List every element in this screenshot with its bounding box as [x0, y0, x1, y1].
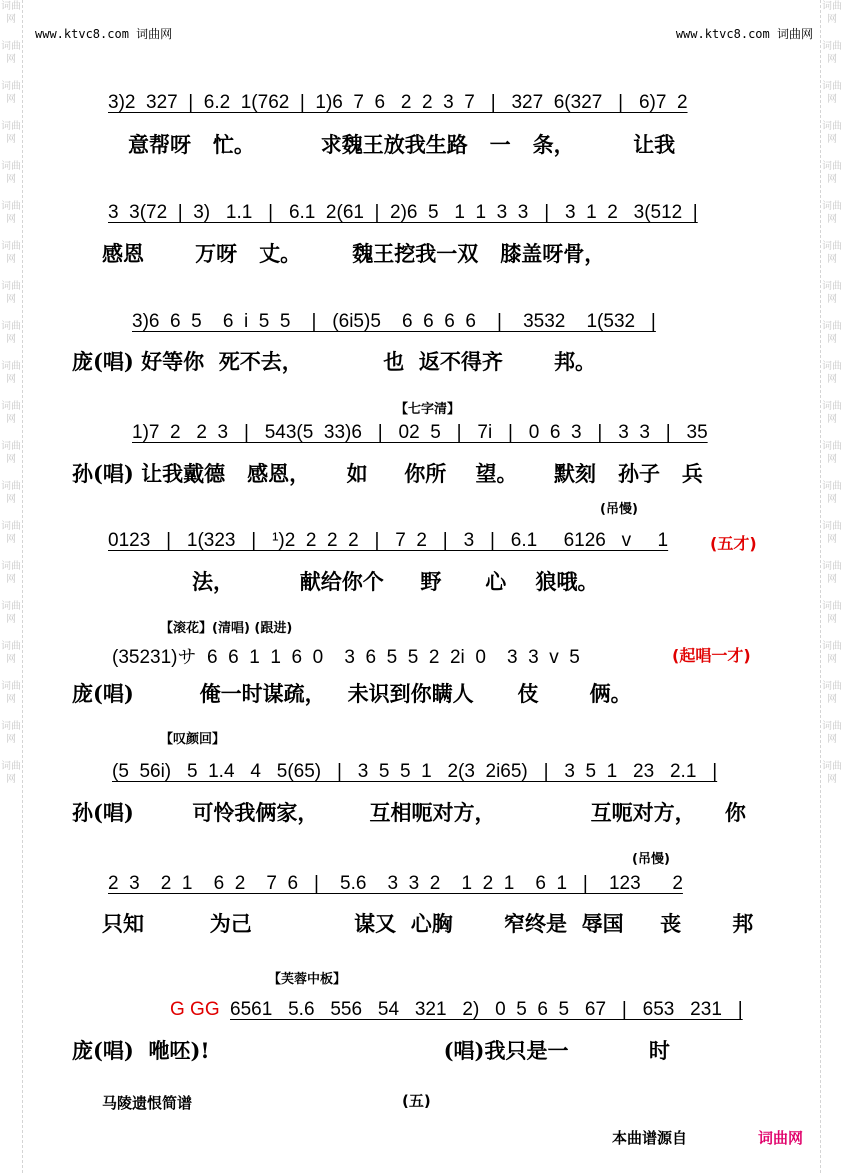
notation-line: 3)6 6 5 6 i 5 5 | (6i5)5 6 6 6 6 | 3532 1(532 | — [132, 311, 656, 332]
watermark-text: 词曲网 — [1, 441, 21, 465]
watermark-text: 词曲网 — [822, 41, 842, 65]
lyric-line: 孙(唱) 可怜我俩家， 互相呃对方， 互呃对方， 你 — [72, 800, 746, 825]
watermark-text: 词曲网 — [822, 281, 842, 305]
notation-line: 3 3(72 | 3) 1.1 | 6.1 2(61 | 2)6 5 1 1 3 3 | 3 1 2 3(512 | — [108, 202, 698, 223]
watermark-text: 词曲网 — [1, 161, 21, 185]
watermark-text: 词曲网 — [822, 201, 842, 225]
watermark-text: 词曲网 — [1, 521, 21, 545]
section-tag: 【七字清】 — [395, 402, 461, 417]
site-url: www.ktvc8.com — [35, 27, 129, 41]
watermark-text: 词曲网 — [1, 201, 21, 225]
watermark-text: 词曲网 — [1, 241, 21, 265]
watermark-text: 词曲网 — [822, 121, 842, 145]
watermark-text: 词曲网 — [822, 321, 842, 345]
notation-line: 1)7 2 2 3 | 543(5 33)6 | 02 5 | 7i | 0 6 3 | 3 3 | 35 — [132, 422, 708, 443]
watermark-text: 词曲网 — [1, 641, 21, 665]
lyric-line: 庞(唱) 好等你 死不去， 也 返不得齐 邦。 — [72, 349, 597, 374]
watermark-text: 词曲网 — [822, 161, 842, 185]
header-left-link[interactable] — [35, 25, 172, 42]
watermark-text: 词曲网 — [1, 81, 21, 105]
watermark-text: 词曲网 — [822, 601, 842, 625]
notation-line: (35231)サ 6 6 1 1 6 0 3 6 5 5 2 2i 0 3 3 v 5 — [112, 647, 580, 668]
notation-line: 6561 5.6 556 54 321 2) 0 5 6 5 67 | 653 231 | — [230, 999, 743, 1020]
accompaniment-cue: G GG — [170, 999, 220, 1020]
watermark-text: 词曲网 — [1, 1, 21, 25]
lyric-line: 只知 为己 谋又 心胸 窄终是 辱国 丧 邦 — [102, 911, 754, 936]
watermark-text: 词曲网 — [822, 761, 842, 785]
watermark-text: 词曲网 — [1, 401, 21, 425]
watermark-text: 词曲网 — [822, 1, 842, 25]
source-label: 本曲谱源自 — [612, 1129, 688, 1147]
right-watermark-strip — [820, 0, 843, 1173]
site-name: 词曲网 — [776, 27, 813, 41]
section-tag: 【叹颜回】 — [160, 732, 226, 747]
watermark-text: 词曲网 — [822, 721, 842, 745]
watermark-text: 词曲网 — [822, 361, 842, 385]
watermark-text: 词曲网 — [822, 641, 842, 665]
notation-line: 3)2 327 | 6.2 1(762 | 1)6 7 6 2 2 3 7 | 327 6(327 | 6)7 2 — [108, 92, 688, 113]
watermark-text: 词曲网 — [822, 81, 842, 105]
watermark-text: 词曲网 — [1, 41, 21, 65]
notation-line: 0123 | 1(323 | ¹)2 2 2 2 | 7 2 | 3 | 6.1 6126 v 1 — [108, 530, 669, 551]
watermark-text: 词曲网 — [1, 121, 21, 145]
lyric-line: 孙(唱) 让我戴德 感恩， 如 你所 望。 默刻 孙子 兵 — [72, 461, 703, 486]
lyric-line: 庞(唱) 咃呸)! (唱)我只是一 时 — [72, 1038, 670, 1063]
watermark-text: 词曲网 — [1, 761, 21, 785]
watermark-text: 词曲网 — [822, 681, 842, 705]
source-link[interactable]: 词曲网 — [758, 1129, 804, 1147]
watermark-text: 词曲网 — [1, 481, 21, 505]
header-right-link[interactable] — [676, 25, 813, 42]
watermark-text: 词曲网 — [822, 521, 842, 545]
watermark-text: 词曲网 — [1, 361, 21, 385]
left-watermark-strip — [0, 0, 23, 1173]
lyric-line: 感恩 万呀 丈。 魏王挖我一双 膝盖呀骨， — [102, 241, 606, 266]
site-url: www.ktvc8.com — [675, 27, 770, 41]
lyric-line: 法， 献给你个 野 心 狼哦。 — [192, 569, 599, 594]
site-name: 词曲网 — [136, 27, 173, 41]
watermark-text: 词曲网 — [1, 601, 21, 625]
watermark-text: 词曲网 — [822, 561, 842, 585]
watermark-text: 词曲网 — [822, 241, 842, 265]
tempo-tag: (吊慢) — [600, 502, 638, 517]
lyric-line: 意帮呀 忙。 求魏王放我生路 一 条， 让我 — [128, 132, 676, 157]
watermark-text: 词曲网 — [1, 281, 21, 305]
notation-line: 2 3 2 1 6 2 7 6 | 5.6 3 3 2 1 2 1 6 1 | 123 2 — [108, 873, 683, 894]
watermark-text: 词曲网 — [1, 561, 21, 585]
score-title: 马陵遗恨简谱 — [102, 1094, 193, 1112]
watermark-text: 词曲网 — [1, 681, 21, 705]
section-tag: 【滚花】(清唱) (跟进) — [160, 621, 293, 636]
notation-line: (5 56i) 5 1.4 4 5(65) | 3 5 5 1 2(3 2i65) | 3 5 1 23 2.1 | — [112, 761, 718, 782]
part-number: (五) — [402, 1092, 431, 1110]
watermark-text: 词曲网 — [822, 401, 842, 425]
lyric-line: 庞(唱) 俺一时谋疏， 未识到你瞒人 伎 俩。 — [72, 681, 632, 706]
watermark-text: 词曲网 — [1, 721, 21, 745]
watermark-text: 词曲网 — [822, 441, 842, 465]
watermark-text: 词曲网 — [822, 481, 842, 505]
section-tag: 【芙蓉中板】 — [268, 972, 347, 987]
percussion-cue: (起唱一才) — [672, 646, 751, 665]
percussion-cue: (五才) — [710, 534, 757, 553]
tempo-tag: (吊慢) — [632, 852, 670, 867]
watermark-text: 词曲网 — [1, 321, 21, 345]
